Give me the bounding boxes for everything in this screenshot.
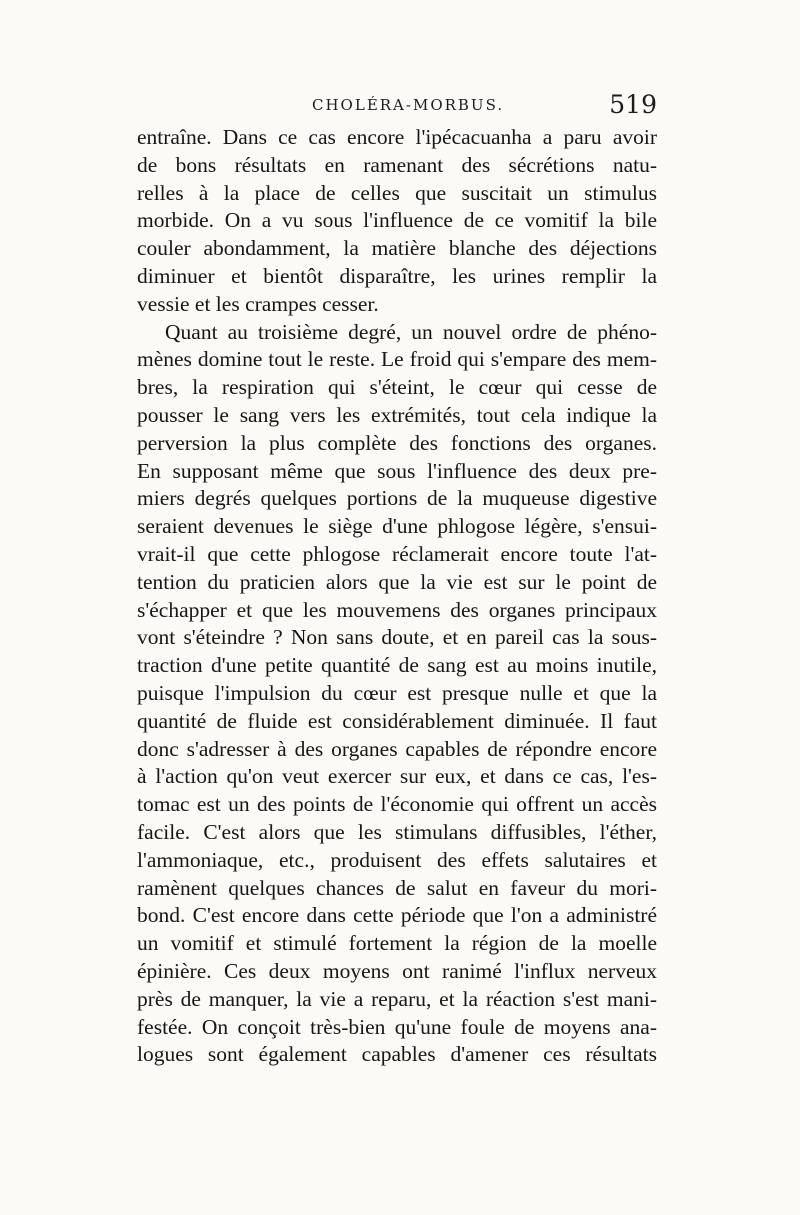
text-line: tomac est un des points de l'économie qui offrent un accès	[137, 792, 657, 817]
text-line: à l'action qu'on veut exercer sur eux, et dans ce cas, l'es-	[137, 764, 657, 789]
text-line: vessie et les crampes cesser.	[137, 291, 379, 316]
text-line: quantité de fluide est considérablement diminuée. Il faut	[137, 708, 657, 733]
text-line: s'échapper et que les mouvemens des organes principaux	[137, 597, 657, 622]
text-line: traction d'une petite quantité de sang est au moins inutile,	[137, 653, 657, 678]
running-head	[137, 90, 657, 120]
text-line: vont s'éteindre ? Non sans doute, et en pareil cas la sous-	[137, 625, 657, 650]
text-line: mènes domine tout le reste. Le froid qui s'empare des mem-	[137, 347, 657, 372]
text-line: bres, la respiration qui s'éteint, le cœur qui cesse de	[137, 375, 657, 400]
text-line: bond. C'est encore dans cette période que l'on a administré	[137, 903, 657, 928]
text-line: vrait-il que cette phlogose réclamerait encore toute l'at-	[137, 541, 657, 566]
text-line: logues sont également capables d'amener ces résultats	[137, 1042, 657, 1067]
body-text	[137, 124, 657, 1069]
text-line: diminuer et bientôt disparaître, les urines remplir la	[137, 263, 657, 288]
running-title: CHOLÉRA-MORBUS.	[312, 96, 505, 114]
text-line: perversion la plus complète des fonctions des organes.	[137, 430, 657, 455]
text-line: relles à la place de celles que suscitait un stimulus	[137, 180, 657, 205]
text-line: miers degrés quelques portions de la muqueuse digestive	[137, 486, 657, 511]
text-line: près de manquer, la vie a reparu, et la réaction s'est mani-	[137, 986, 657, 1011]
text-line: puisque l'impulsion du cœur est presque nulle et que la	[137, 680, 657, 705]
page-number: 519	[609, 90, 657, 119]
text-line: facile. C'est alors que les stimulans diffusibles, l'éther,	[137, 819, 657, 844]
text-line: épinière. Ces deux moyens ont ranimé l'influx nerveux	[137, 958, 657, 983]
text-line: morbide. On a vu sous l'influence de ce vomitif la bile	[137, 208, 657, 233]
text-line: ramènent quelques chances de salut en faveur du mori-	[137, 875, 657, 900]
text-line: En supposant même que sous l'influence des deux pre-	[137, 458, 657, 483]
text-line: un vomitif et stimulé fortement la région de la moelle	[137, 931, 657, 956]
text-line: donc s'adresser à des organes capables de répondre encore	[137, 736, 657, 761]
text-line: seraient devenues le siège d'une phlogose légère, s'ensui-	[137, 514, 657, 539]
text-line: Quant au troisième degré, un nouvel ordre de phéno-	[165, 319, 657, 344]
text-line: couler abondamment, la matière blanche des déjections	[137, 236, 657, 261]
text-line: l'ammoniaque, etc., produisent des effets salutaires et	[137, 847, 657, 872]
text-line: pousser le sang vers les extrémités, tout cela indique la	[137, 402, 657, 427]
text-line: festée. On conçoit très-bien qu'une foule de moyens ana-	[137, 1014, 657, 1039]
text-line: de bons résultats en ramenant des sécrétions natu-	[137, 152, 657, 177]
text-line: tention du praticien alors que la vie est sur le point de	[137, 569, 657, 594]
text-line: entraîne. Dans ce cas encore l'ipécacuanha a paru avoir	[137, 125, 657, 149]
